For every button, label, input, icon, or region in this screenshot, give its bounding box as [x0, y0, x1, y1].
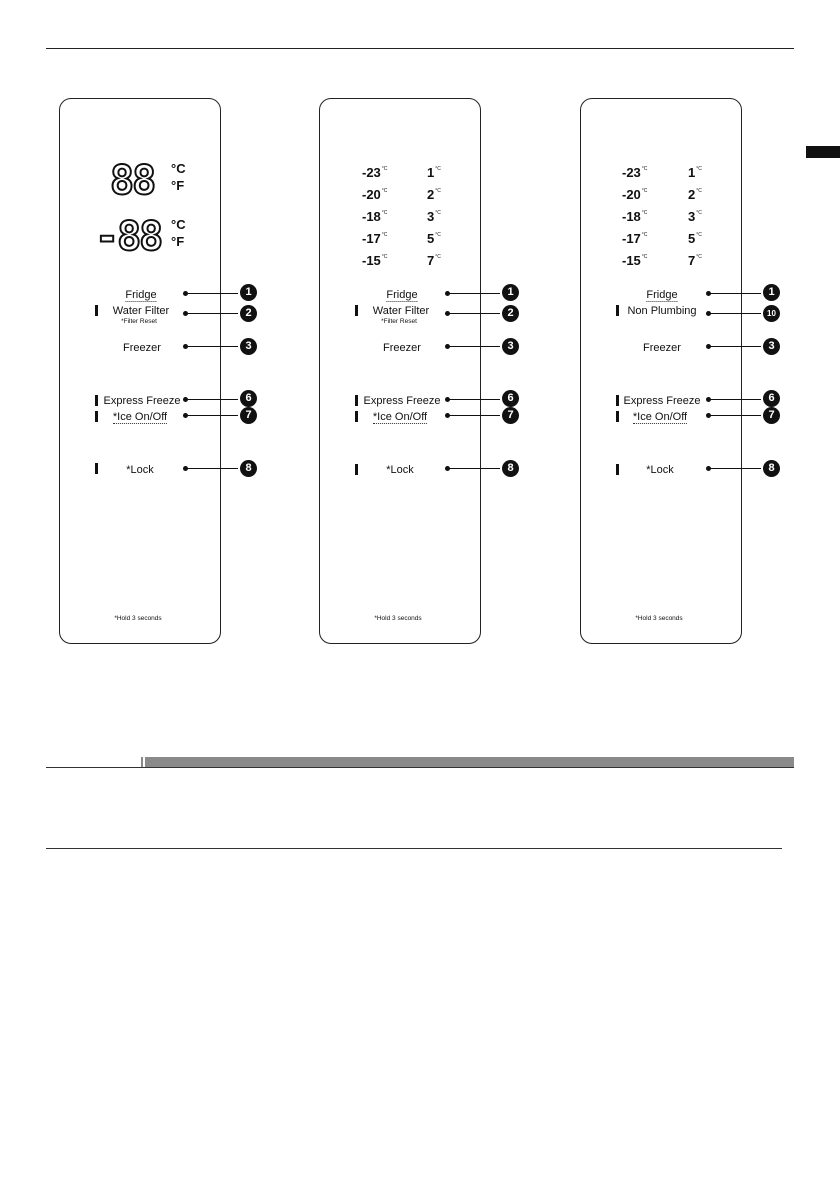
freezer-temp-option: $-15^{^\circ C}$: [622, 253, 648, 268]
fridge-button-label[interactable]: Fridge: [125, 289, 157, 301]
indicator-bar: [355, 305, 358, 316]
freezer-button-label[interactable]: Freezer: [643, 342, 681, 354]
fridge-temp-option: $3^{^\circ C}$: [427, 209, 441, 224]
leader-line: [448, 415, 500, 416]
leader-line: [709, 346, 761, 347]
callout-badge-2: 2: [502, 305, 519, 322]
callout-badge-6: 6: [763, 390, 780, 407]
callout-badge-7: 7: [763, 407, 780, 424]
freezer-temp-option: $-18^{^\circ C}$: [362, 209, 388, 224]
callout-badge-1: 1: [763, 284, 780, 301]
ice-on-off-button-label[interactable]: *Ice On/Off: [632, 411, 688, 423]
indicator-bar: [616, 305, 619, 316]
section-header-tick: [141, 757, 143, 767]
callout-badge-3: 3: [763, 338, 780, 355]
indicator-bar: [616, 411, 619, 422]
callout-badge-3: 3: [502, 338, 519, 355]
callout-badge-2: 2: [240, 305, 257, 322]
leader-line: [448, 399, 500, 400]
freezer-button-label[interactable]: Freezer: [383, 342, 421, 354]
callout-badge-1: 1: [240, 284, 257, 301]
indicator-bar: [95, 411, 98, 422]
leader-line: [448, 346, 500, 347]
unit-celsius: °C: [171, 161, 186, 176]
leader-line: [186, 346, 238, 347]
lock-button-label[interactable]: *Lock: [126, 464, 154, 476]
control-panel-1: [59, 98, 221, 644]
callout-badge-6: 6: [502, 390, 519, 407]
section-header-bar: [145, 757, 794, 767]
lock-button-label[interactable]: *Lock: [386, 464, 414, 476]
indicator-bar: [355, 395, 358, 406]
freezer-temp-option: $-23^{^\circ C}$: [622, 165, 648, 180]
callout-badge-3: 3: [240, 338, 257, 355]
hold-note: *Hold 3 seconds: [635, 615, 683, 622]
leader-line: [448, 313, 500, 314]
freezer-temp-option: $-20^{^\circ C}$: [622, 187, 648, 202]
leader-line: [186, 468, 238, 469]
indicator-bar: [616, 395, 619, 406]
ice-on-off-button-label[interactable]: *Ice On/Off: [112, 411, 168, 423]
freezer-temp-option: $-18^{^\circ C}$: [622, 209, 648, 224]
fridge-temp-option: $5^{^\circ C}$: [427, 231, 441, 246]
unit-fahrenheit: °F: [171, 234, 185, 249]
fridge-temp-option: $3^{^\circ C}$: [688, 209, 702, 224]
indicator-bar: [616, 464, 619, 475]
leader-line: [186, 313, 238, 314]
leader-line: [186, 293, 238, 294]
section-header-line: [46, 767, 794, 768]
indicator-bar: [355, 464, 358, 475]
freezer-temp-option: $-20^{^\circ C}$: [362, 187, 388, 202]
express-freeze-button-label[interactable]: Express Freeze: [623, 395, 701, 407]
leader-line: [186, 415, 238, 416]
section-tab-marker: [806, 146, 840, 158]
fridge-temp-option: $2^{^\circ C}$: [427, 187, 441, 202]
leader-line: [448, 293, 500, 294]
callout-badge-8: 8: [763, 460, 780, 477]
water-filter-button-label[interactable]: Water Filter: [372, 305, 430, 317]
leader-line: [709, 399, 761, 400]
indicator-bar: [95, 395, 98, 406]
freezer-temp-option: $-17^{^\circ C}$: [622, 231, 648, 246]
table-header-rule: [46, 848, 782, 849]
leader-line: [709, 293, 761, 294]
hold-note: *Hold 3 seconds: [374, 615, 422, 622]
leader-line: [709, 468, 761, 469]
freezer-button-label[interactable]: Freezer: [123, 342, 161, 354]
unit-celsius: °C: [171, 217, 186, 232]
fridge-button-label[interactable]: Fridge: [646, 289, 678, 301]
unit-fahrenheit: °F: [171, 178, 185, 193]
fridge-temp-option: $7^{^\circ C}$: [688, 253, 702, 268]
express-freeze-button-label[interactable]: Express Freeze: [363, 395, 441, 407]
freezer-temp-display: -88: [95, 214, 162, 260]
indicator-bar: [355, 411, 358, 422]
fridge-temp-display: 88: [110, 158, 155, 204]
control-panel-3: [580, 98, 742, 644]
callout-badge-6: 6: [240, 390, 257, 407]
leader-line: [709, 313, 761, 314]
fridge-temp-option: $1^{^\circ C}$: [688, 165, 702, 180]
callout-badge-7: 7: [240, 407, 257, 424]
leader-line: [448, 468, 500, 469]
lock-button-label[interactable]: *Lock: [646, 464, 674, 476]
filter-reset-label: *Filter Reset: [121, 318, 157, 325]
freezer-temp-option: $-15^{^\circ C}$: [362, 253, 388, 268]
leader-line: [709, 415, 761, 416]
header-rule: [46, 48, 794, 49]
fridge-temp-option: $5^{^\circ C}$: [688, 231, 702, 246]
non-plumbing-button-label[interactable]: Non Plumbing: [627, 305, 697, 317]
callout-badge-7: 7: [502, 407, 519, 424]
indicator-bar: [95, 463, 98, 474]
leader-line: [186, 399, 238, 400]
callout-badge-8: 8: [240, 460, 257, 477]
filter-reset-label: *Filter Reset: [381, 318, 417, 325]
indicator-bar: [95, 305, 98, 316]
hold-note: *Hold 3 seconds: [114, 615, 162, 622]
fridge-temp-option: $1^{^\circ C}$: [427, 165, 441, 180]
water-filter-button-label[interactable]: Water Filter: [112, 305, 170, 317]
fridge-temp-option: $7^{^\circ C}$: [427, 253, 441, 268]
fridge-temp-option: $2^{^\circ C}$: [688, 187, 702, 202]
control-panel-2: [319, 98, 481, 644]
callout-badge-10: 10: [763, 305, 780, 322]
callout-badge-1: 1: [502, 284, 519, 301]
freezer-temp-option: $-17^{^\circ C}$: [362, 231, 388, 246]
ice-on-off-button-label[interactable]: *Ice On/Off: [372, 411, 428, 423]
freezer-temp-option: $-23^{^\circ C}$: [362, 165, 388, 180]
callout-badge-8: 8: [502, 460, 519, 477]
fridge-button-label[interactable]: Fridge: [386, 289, 418, 301]
express-freeze-button-label[interactable]: Express Freeze: [103, 395, 181, 407]
